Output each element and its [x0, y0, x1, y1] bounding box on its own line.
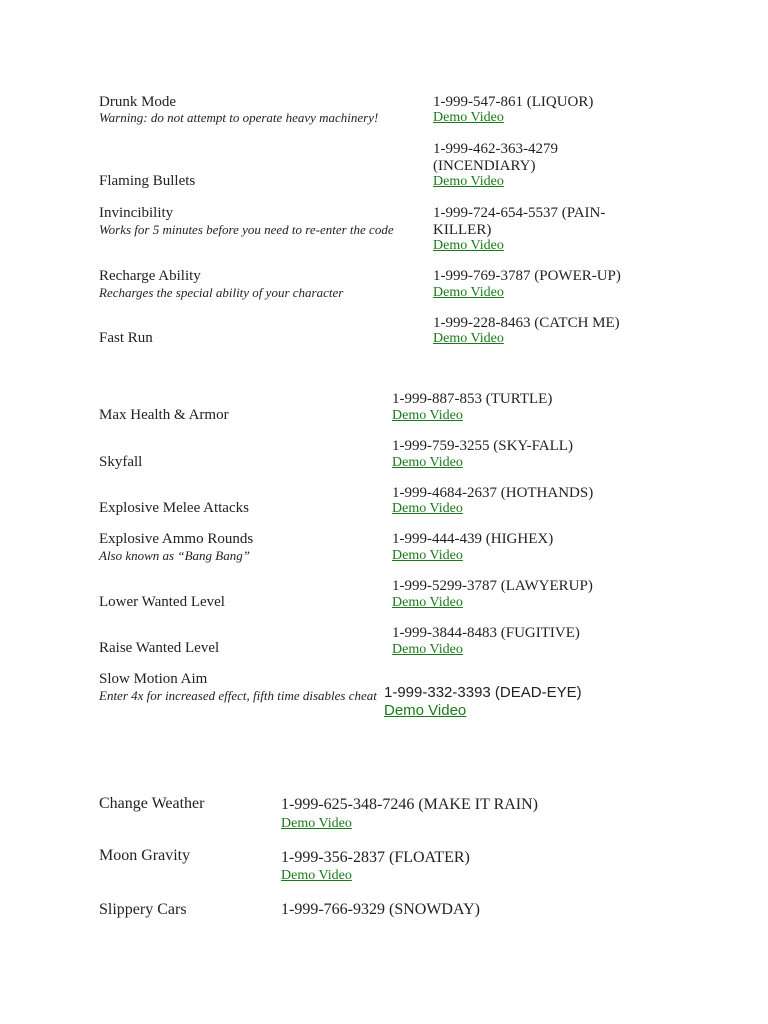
demo-video-link[interactable]: Demo Video	[392, 642, 463, 657]
cheat-code: 1-999-766-9329 (SNOWDAY)	[281, 901, 480, 918]
demo-video-link[interactable]: Demo Video	[392, 501, 463, 516]
demo-video-link[interactable]: Demo Video	[384, 702, 467, 719]
demo-video-link[interactable]: Demo Video	[433, 238, 504, 253]
demo-video-link[interactable]: Demo Video	[281, 868, 352, 883]
cheat-note: Works for 5 minutes before you need to re-enter the code	[99, 222, 394, 237]
cheat-name: Explosive Ammo Rounds	[99, 531, 254, 547]
demo-video-link[interactable]: Demo Video	[392, 455, 463, 470]
demo-video-link[interactable]: Demo Video	[281, 816, 352, 831]
cheat-code: 1-999-444-439 (HIGHEX)	[392, 531, 554, 547]
cheat-name: Drunk Mode	[99, 94, 177, 110]
cheat-name: Lower Wanted Level	[99, 594, 225, 610]
demo-video-link[interactable]: Demo Video	[433, 285, 504, 300]
demo-video-link[interactable]: Demo Video	[392, 548, 463, 563]
cheat-name: Skyfall	[99, 454, 143, 470]
cheat-code: 1-999-332-3393 (DEAD-EYE)	[384, 684, 582, 701]
cheat-name: Slow Motion Aim	[99, 671, 208, 687]
cheat-code: 1-999-3844-8483 (FUGITIVE)	[392, 625, 580, 641]
cheat-name: Moon Gravity	[99, 847, 191, 864]
cheat-code: 1-999-724-654-5537 (PAIN-KILLER)	[433, 205, 606, 238]
demo-video-link[interactable]: Demo Video	[392, 408, 463, 423]
cheat-name: Recharge Ability	[99, 268, 201, 284]
demo-video-link[interactable]: Demo Video	[433, 110, 504, 125]
cheat-code: 1-999-5299-3787 (LAWYERUP)	[392, 578, 593, 594]
cheat-code: 1-999-759-3255 (SKY-FALL)	[392, 438, 573, 454]
cheat-note: Warning: do not attempt to operate heavy machinery!	[99, 110, 379, 125]
cheat-code: 1-999-4684-2637 (HOTHANDS)	[392, 485, 594, 501]
cheat-code: 1-999-887-853 (TURTLE)	[392, 391, 553, 407]
demo-video-link[interactable]: Demo Video	[433, 331, 504, 346]
cheat-name: Explosive Melee Attacks	[99, 500, 249, 516]
cheat-code: 1-999-228-8463 (CATCH ME)	[433, 315, 620, 331]
cheat-note: Enter 4x for increased effect, fifth time disables cheat	[99, 688, 377, 703]
cheat-note: Recharges the special ability of your character	[99, 285, 344, 300]
cheat-name: Change Weather	[99, 795, 205, 812]
demo-video-link[interactable]: Demo Video	[433, 174, 504, 189]
cheat-name: Slippery Cars	[99, 901, 187, 918]
cheat-name: Invincibility	[99, 205, 174, 221]
cheat-name: Raise Wanted Level	[99, 640, 220, 656]
cheat-code: 1-999-356-2837 (FLOATER)	[281, 849, 470, 866]
cheat-code: 1-999-462-363-4279 (INCENDIARY)	[433, 141, 558, 174]
cheat-code: 1-999-769-3787 (POWER-UP)	[433, 268, 621, 284]
cheat-name: Flaming Bullets	[99, 173, 196, 189]
cheat-code: 1-999-625-348-7246 (MAKE IT RAIN)	[281, 796, 538, 813]
cheat-code: 1-999-547-861 (LIQUOR)	[433, 94, 594, 110]
cheat-name: Max Health & Armor	[99, 407, 229, 423]
cheat-note: Also known as “Bang Bang”	[99, 548, 250, 563]
demo-video-link[interactable]: Demo Video	[392, 595, 463, 610]
cheat-name: Fast Run	[99, 330, 153, 346]
